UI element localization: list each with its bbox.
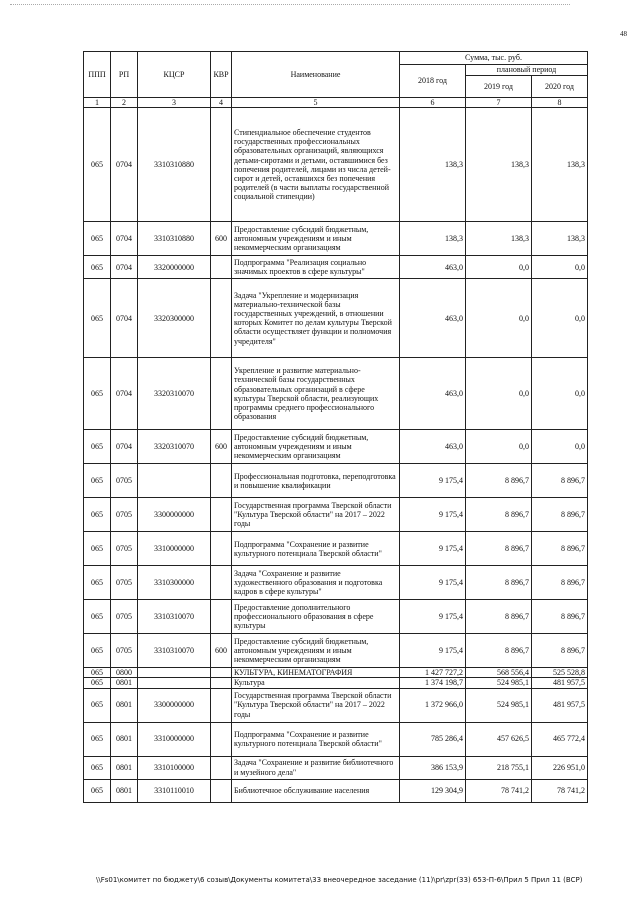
cell-kvr: 600 bbox=[211, 430, 232, 464]
cell-y2020: 8 896,7 bbox=[532, 566, 588, 600]
cell-name: Подпрограмма "Сохранение и развитие культурного потенциала Тверской области" bbox=[232, 532, 400, 566]
cell-ppp: 065 bbox=[84, 668, 111, 678]
cell-rp: 0705 bbox=[111, 498, 138, 532]
cell-name: КУЛЬТУРА, КИНЕМАТОГРАФИЯ bbox=[232, 668, 400, 678]
cell-kvr bbox=[211, 668, 232, 678]
cell-name: Укрепление и развитие материально-технической базы государственных образовательных организаций в сфере культуры Тверской области, реализующих программы среднего профессионального образования bbox=[232, 358, 400, 430]
cell-kcsr: 3310000000 bbox=[138, 722, 211, 756]
cell-ppp: 065 bbox=[84, 222, 111, 256]
cell-kvr bbox=[211, 532, 232, 566]
cell-kvr: 600 bbox=[211, 222, 232, 256]
cell-kcsr bbox=[138, 678, 211, 688]
table-row bbox=[84, 430, 588, 464]
cell-y2019: 457 626,5 bbox=[466, 722, 532, 756]
cell-y2020: 8 896,7 bbox=[532, 600, 588, 634]
cell-name: Подпрограмма "Сохранение и развитие культурного потенциала Тверской области" bbox=[232, 722, 400, 756]
cell-y2018: 1 372 966,0 bbox=[400, 688, 466, 722]
table-row bbox=[84, 634, 588, 668]
column-number: 3 bbox=[138, 98, 211, 108]
table-row bbox=[84, 358, 588, 430]
table-row bbox=[84, 600, 588, 634]
cell-ppp: 065 bbox=[84, 600, 111, 634]
cell-y2018: 9 175,4 bbox=[400, 600, 466, 634]
cell-y2020: 8 896,7 bbox=[532, 464, 588, 498]
cell-y2019: 138,3 bbox=[466, 222, 532, 256]
cell-kcsr: 3310000000 bbox=[138, 532, 211, 566]
table-row bbox=[84, 779, 588, 802]
cell-ppp: 065 bbox=[84, 358, 111, 430]
cell-ppp: 065 bbox=[84, 279, 111, 358]
cell-kvr bbox=[211, 756, 232, 779]
cell-kcsr: 3320310070 bbox=[138, 358, 211, 430]
table-row bbox=[84, 688, 588, 722]
cell-name: Государственная программа Тверской области "Культура Тверской области" на 2017 – 2022 годы bbox=[232, 498, 400, 532]
cell-y2020: 481 957,5 bbox=[532, 688, 588, 722]
cell-name: Подпрограмма "Реализация социально значимых проектов в сфере культуры" bbox=[232, 256, 400, 279]
cell-y2019: 0,0 bbox=[466, 279, 532, 358]
header-2018: 2018 год bbox=[400, 65, 466, 98]
cell-name: Предоставление субсидий бюджетным, автономным учреждениям и иным некоммерческим организациям bbox=[232, 430, 400, 464]
cell-kcsr: 3310310070 bbox=[138, 634, 211, 668]
cell-y2019: 8 896,7 bbox=[466, 634, 532, 668]
cell-y2020: 78 741,2 bbox=[532, 779, 588, 802]
cell-kvr bbox=[211, 688, 232, 722]
cell-y2020: 481 957,5 bbox=[532, 678, 588, 688]
cell-y2018: 9 175,4 bbox=[400, 566, 466, 600]
cell-kcsr: 3310300000 bbox=[138, 566, 211, 600]
cell-y2020: 525 528,8 bbox=[532, 668, 588, 678]
table-row bbox=[84, 498, 588, 532]
cell-kcsr: 3310310880 bbox=[138, 108, 211, 222]
cell-name: Культура bbox=[232, 678, 400, 688]
page-number: 48 bbox=[620, 30, 627, 38]
cell-rp: 0704 bbox=[111, 108, 138, 222]
cell-name: Предоставление дополнительного профессионального образования в сфере культуры bbox=[232, 600, 400, 634]
cell-y2020: 8 896,7 bbox=[532, 532, 588, 566]
cell-kcsr: 3320000000 bbox=[138, 256, 211, 279]
cell-ppp: 065 bbox=[84, 498, 111, 532]
header-rp: РП bbox=[111, 52, 138, 98]
cell-y2019: 0,0 bbox=[466, 256, 532, 279]
table-row bbox=[84, 566, 588, 600]
cell-kvr bbox=[211, 464, 232, 498]
table-row bbox=[84, 678, 588, 688]
cell-kcsr bbox=[138, 668, 211, 678]
column-number: 8 bbox=[532, 98, 588, 108]
cell-y2018: 463,0 bbox=[400, 256, 466, 279]
header-ppp: ППП bbox=[84, 52, 111, 98]
table-row bbox=[84, 464, 588, 498]
cell-kcsr: 3310110010 bbox=[138, 779, 211, 802]
budget-table bbox=[83, 51, 588, 803]
cell-y2019: 8 896,7 bbox=[466, 566, 532, 600]
cell-y2019: 78 741,2 bbox=[466, 779, 532, 802]
header-sum: Сумма, тыс. руб. bbox=[400, 52, 588, 65]
cell-name: Библиотечное обслуживание населения bbox=[232, 779, 400, 802]
cell-y2019: 8 896,7 bbox=[466, 498, 532, 532]
cell-y2020: 0,0 bbox=[532, 430, 588, 464]
cell-y2018: 463,0 bbox=[400, 279, 466, 358]
cell-y2019: 568 556,4 bbox=[466, 668, 532, 678]
cell-name: Профессиональная подготовка, переподготовка и повышение квалификации bbox=[232, 464, 400, 498]
cell-y2019: 8 896,7 bbox=[466, 600, 532, 634]
cell-y2020: 0,0 bbox=[532, 279, 588, 358]
cell-y2019: 524 985,1 bbox=[466, 678, 532, 688]
cell-y2019: 138,3 bbox=[466, 108, 532, 222]
cell-y2019: 0,0 bbox=[466, 358, 532, 430]
cell-rp: 0705 bbox=[111, 464, 138, 498]
cell-kvr bbox=[211, 779, 232, 802]
header-2020: 2020 год bbox=[532, 76, 588, 98]
cell-rp: 0801 bbox=[111, 678, 138, 688]
cell-ppp: 065 bbox=[84, 430, 111, 464]
cell-y2018: 138,3 bbox=[400, 222, 466, 256]
cell-kvr bbox=[211, 256, 232, 279]
cell-kcsr: 3300000000 bbox=[138, 688, 211, 722]
cell-y2019: 218 755,1 bbox=[466, 756, 532, 779]
cell-y2020: 138,3 bbox=[532, 222, 588, 256]
cell-y2018: 463,0 bbox=[400, 358, 466, 430]
header-kvr: КВР bbox=[211, 52, 232, 98]
cell-kvr bbox=[211, 108, 232, 222]
column-number: 4 bbox=[211, 98, 232, 108]
cell-y2018: 138,3 bbox=[400, 108, 466, 222]
cell-kcsr: 3320300000 bbox=[138, 279, 211, 358]
cell-ppp: 065 bbox=[84, 779, 111, 802]
header-planned-period: плановый период bbox=[466, 65, 588, 76]
table-row bbox=[84, 108, 588, 222]
cell-name: Задача "Сохранение и развитие художественного образования и подготовка кадров в сфере культуры" bbox=[232, 566, 400, 600]
cell-y2019: 8 896,7 bbox=[466, 532, 532, 566]
cell-y2020: 138,3 bbox=[532, 108, 588, 222]
cell-y2020: 0,0 bbox=[532, 256, 588, 279]
scan-artifact-line bbox=[10, 4, 570, 6]
cell-name: Государственная программа Тверской области "Культура Тверской области" на 2017 – 2022 годы bbox=[232, 688, 400, 722]
cell-name: Задача "Укрепление и модернизация материально-технической базы государственных учреждений, в отношении которых Комитет по делам культуры Тверской области осуществляет функции и полномочия учредителя" bbox=[232, 279, 400, 358]
table-row bbox=[84, 532, 588, 566]
cell-kcsr bbox=[138, 464, 211, 498]
cell-y2020: 226 951,0 bbox=[532, 756, 588, 779]
column-number: 6 bbox=[400, 98, 466, 108]
column-number: 5 bbox=[232, 98, 400, 108]
cell-rp: 0801 bbox=[111, 722, 138, 756]
cell-rp: 0801 bbox=[111, 688, 138, 722]
cell-ppp: 065 bbox=[84, 756, 111, 779]
cell-rp: 0705 bbox=[111, 634, 138, 668]
table-row bbox=[84, 222, 588, 256]
cell-kvr bbox=[211, 600, 232, 634]
cell-kvr bbox=[211, 722, 232, 756]
cell-rp: 0800 bbox=[111, 668, 138, 678]
cell-ppp: 065 bbox=[84, 634, 111, 668]
column-number: 7 bbox=[466, 98, 532, 108]
cell-kcsr: 3320310070 bbox=[138, 430, 211, 464]
footer-file-path: \\Fs01\комитет по бюджету\6 созыв\Документы комитета\33 внеочередное заседание (11)\pr\zpr(33) 653-П-6\Прил 5 Прил 11 (ВСР) bbox=[96, 876, 583, 884]
cell-name: Задача "Сохранение и развитие библиотечного и музейного дела" bbox=[232, 756, 400, 779]
cell-rp: 0704 bbox=[111, 222, 138, 256]
cell-kvr bbox=[211, 358, 232, 430]
cell-kvr bbox=[211, 678, 232, 688]
cell-kvr bbox=[211, 498, 232, 532]
cell-rp: 0801 bbox=[111, 779, 138, 802]
cell-ppp: 065 bbox=[84, 108, 111, 222]
cell-ppp: 065 bbox=[84, 256, 111, 279]
cell-ppp: 065 bbox=[84, 678, 111, 688]
cell-kcsr: 3310310880 bbox=[138, 222, 211, 256]
cell-rp: 0704 bbox=[111, 358, 138, 430]
cell-y2019: 8 896,7 bbox=[466, 464, 532, 498]
cell-rp: 0704 bbox=[111, 256, 138, 279]
cell-rp: 0705 bbox=[111, 532, 138, 566]
cell-kvr bbox=[211, 279, 232, 358]
cell-y2019: 0,0 bbox=[466, 430, 532, 464]
table-row bbox=[84, 722, 588, 756]
cell-y2020: 465 772,4 bbox=[532, 722, 588, 756]
cell-y2018: 1 374 198,7 bbox=[400, 678, 466, 688]
table-row bbox=[84, 668, 588, 678]
cell-kcsr: 3310310070 bbox=[138, 600, 211, 634]
cell-name: Предоставление субсидий бюджетным, автономным учреждениям и иным некоммерческим организациям bbox=[232, 222, 400, 256]
cell-rp: 0704 bbox=[111, 430, 138, 464]
cell-y2018: 1 427 727,2 bbox=[400, 668, 466, 678]
cell-name: Стипендиальное обеспечение студентов государственных профессиональных образовательных организаций, являющихся детьми-сиротами и детьми, оставшимися без попечения родителей, лицами из числа детей-сирот и детей, оставшихся без попечения родителей (в части выплаты государственной социальной стипендии) bbox=[232, 108, 400, 222]
header-name: Наименование bbox=[232, 52, 400, 98]
cell-y2019: 524 985,1 bbox=[466, 688, 532, 722]
cell-ppp: 065 bbox=[84, 566, 111, 600]
cell-ppp: 065 bbox=[84, 722, 111, 756]
cell-rp: 0801 bbox=[111, 756, 138, 779]
cell-ppp: 065 bbox=[84, 688, 111, 722]
cell-ppp: 065 bbox=[84, 532, 111, 566]
header-kcsr: КЦСР bbox=[138, 52, 211, 98]
header-2019: 2019 год bbox=[466, 76, 532, 98]
cell-y2020: 8 896,7 bbox=[532, 634, 588, 668]
cell-rp: 0704 bbox=[111, 279, 138, 358]
table-row bbox=[84, 279, 588, 358]
cell-y2018: 9 175,4 bbox=[400, 498, 466, 532]
cell-y2018: 9 175,4 bbox=[400, 464, 466, 498]
cell-y2020: 0,0 bbox=[532, 358, 588, 430]
cell-y2018: 785 286,4 bbox=[400, 722, 466, 756]
table-row bbox=[84, 756, 588, 779]
column-number: 2 bbox=[111, 98, 138, 108]
cell-kvr bbox=[211, 566, 232, 600]
cell-y2020: 8 896,7 bbox=[532, 498, 588, 532]
cell-name: Предоставление субсидий бюджетным, автономным учреждениям и иным некоммерческим организациям bbox=[232, 634, 400, 668]
cell-y2018: 9 175,4 bbox=[400, 532, 466, 566]
cell-y2018: 386 153,9 bbox=[400, 756, 466, 779]
cell-rp: 0705 bbox=[111, 600, 138, 634]
cell-ppp: 065 bbox=[84, 464, 111, 498]
cell-y2018: 9 175,4 bbox=[400, 634, 466, 668]
cell-rp: 0705 bbox=[111, 566, 138, 600]
column-number: 1 bbox=[84, 98, 111, 108]
cell-y2018: 463,0 bbox=[400, 430, 466, 464]
cell-y2018: 129 304,9 bbox=[400, 779, 466, 802]
cell-kcsr: 3300000000 bbox=[138, 498, 211, 532]
table-row bbox=[84, 256, 588, 279]
cell-kvr: 600 bbox=[211, 634, 232, 668]
cell-kcsr: 3310100000 bbox=[138, 756, 211, 779]
